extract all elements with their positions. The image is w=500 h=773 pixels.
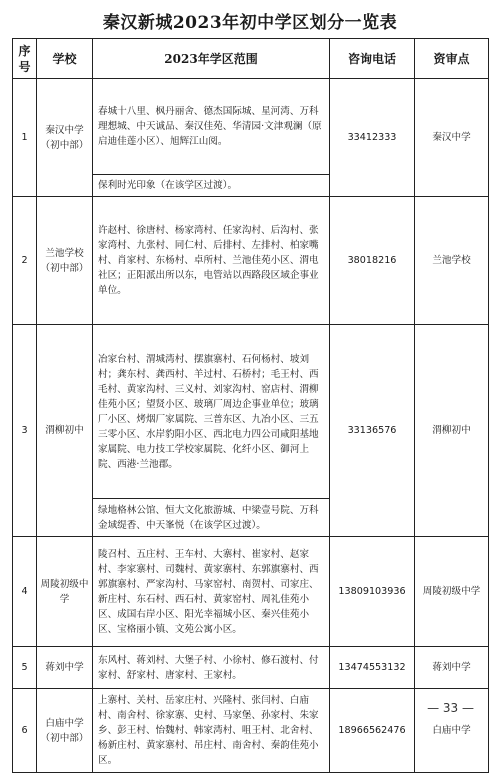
district-range: 上寨村、关村、岳家庄村、兴隆村、张闫村、白庙村、南舍村、徐家寨、史村、马家堡、孙家村、朱家乡、彭王村、怡魏村、韩家湾村、咀王村、北舍村、杨新庄村、黄家寨村、吊庄村、南舍村、秦韵佳苑小区。 <box>93 689 330 773</box>
review-point: 周陵初级中学 <box>415 537 489 647</box>
page-number: — 33 — <box>427 701 474 715</box>
review-point: 兰池学校 <box>415 197 489 325</box>
school-name: 蒋刘中学 <box>37 647 93 689</box>
school-name: 兰池学校（初中部） <box>37 197 93 325</box>
row-number: 6 <box>13 689 37 773</box>
school-district-table <box>12 38 489 773</box>
table-row <box>13 325 489 499</box>
district-range: 冶家台村、渭城湾村、摆旗寨村、石何杨村、坡刘村；龚东村、龚西村、羊过村、石桥村；毛王村、西毛村、黄家沟村、三义村、刘家沟村、窑店村、渭柳佳苑小区；望贤小区、玻璃厂周边企事业单位；玻璃厂小区、烤烟厂家属院、三普东区、九冶小区、三五三零小区、水岸豹阳小区、西北电力四公司咸阳基地家属院、电力技工学校家属院、化纤小区、御河上院、西港·兰池郡。 <box>93 325 330 499</box>
phone-number: 13474553132 <box>330 647 415 689</box>
table-row <box>13 197 489 325</box>
phone-number: 13809103936 <box>330 537 415 647</box>
header-school: 学校 <box>37 39 93 79</box>
row-number: 1 <box>13 79 37 197</box>
header-phone: 咨询电话 <box>330 39 415 79</box>
header-review: 资审点 <box>415 39 489 79</box>
header-no <box>13 39 37 79</box>
school-name: 渭柳初中 <box>37 325 93 537</box>
review-point: 蒋刘中学 <box>415 647 489 689</box>
phone-number: 33136576 <box>330 325 415 537</box>
school-name: 周陵初级中学 <box>37 537 93 647</box>
header-no-line1: 序 <box>18 43 31 58</box>
row-number: 5 <box>13 647 37 689</box>
row-number: 3 <box>13 325 37 537</box>
phone-number: 18966562476 <box>330 689 415 773</box>
header-range: 2023年学区范围 <box>93 39 330 79</box>
district-range: 陵召村、五庄村、王车村、大寨村、崔家村、赵家村、李家寨村、司魏村、黄家寨村、东郭旗寨村、西郭旗寨村、严家沟村、马家窑村、南贺村、司家庄、新庄村、东石村、西石村、黄家窑村、周礼佳苑小区、成国右岸小区、阳光幸福城小区、秦兴佳苑小区、宝格丽小镇、文苑公寓小区。 <box>93 537 330 647</box>
table-row <box>13 79 489 175</box>
district-range: 许赵村、徐唐村、杨家湾村、任家沟村、后沟村、张家湾村、九张村、同仁村、后排村、左排村、柏家嘴村、肖家村、东杨村、卓所村、兰池佳苑小区、渭电社区；正阳派出所以东，电管站以西路段区域企事业单位。 <box>93 197 330 325</box>
table-row <box>13 537 489 647</box>
phone-number: 33412333 <box>330 79 415 197</box>
table-header-row <box>13 39 489 79</box>
review-point: 白庙中学 <box>415 689 489 773</box>
table-row <box>13 647 489 689</box>
district-range-transition: 绿地格林公馆、恒大文化旅游城、中梁壹号院、万科金域缇香、中天峯悦（在该学区过渡）。 <box>93 499 330 537</box>
review-point: 渭柳初中 <box>415 325 489 537</box>
school-name: 白庙中学（初中部） <box>37 689 93 773</box>
row-number: 2 <box>13 197 37 325</box>
district-range: 春城十八里、枫丹丽舍、德杰国际城、星河湾、万科理想城、中天诚品、秦汉佳苑、华清园·文津观澜（原启迪佳莲小区）、旭辉江山阅。 <box>93 79 330 175</box>
phone-number: 38018216 <box>330 197 415 325</box>
school-name: 秦汉中学（初中部） <box>37 79 93 197</box>
district-range: 东风村、蒋刘村、大堡子村、小徐村、修石渡村、付家村、舒家村、唐家村、王家村。 <box>93 647 330 689</box>
district-range-transition: 保利时光印象（在该学区过渡）。 <box>93 175 330 197</box>
page-title: 秦汉新城2023年初中学区划分一览表 <box>102 13 398 33</box>
row-number: 4 <box>13 537 37 647</box>
review-point: 秦汉中学 <box>415 79 489 197</box>
header-no-line2: 号 <box>18 59 31 74</box>
